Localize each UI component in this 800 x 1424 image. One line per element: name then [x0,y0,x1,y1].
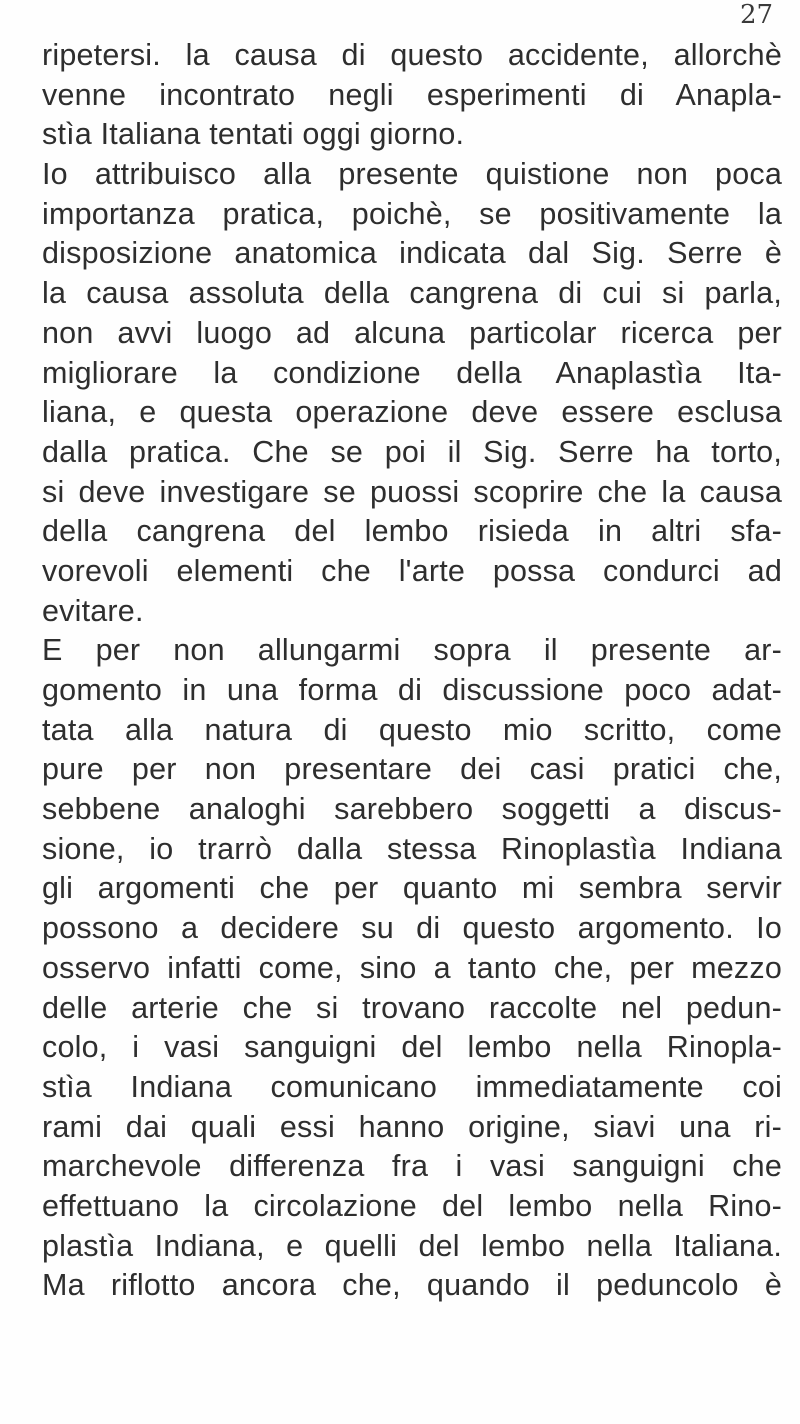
text-line: non avvi luogo ad alcuna particolar ricerca per [42,315,782,350]
text-line: stìa Indiana comunicano immediatamente coi [42,1069,782,1104]
text-line: evitare. [42,593,144,628]
text-line: venne incontrato negli esperimenti di Anapla- [42,77,782,112]
text-line: E per non allungarmi sopra il presente ar- [42,633,782,668]
text-line: osservo infatti come, sino a tanto che, per mezzo [42,950,782,985]
text-line: della cangrena del lembo risieda in altri sfa- [42,514,782,549]
text-line: la causa assoluta della cangrena di cui si parla, [42,276,782,311]
text-line: marchevole differenza fra i vasi sanguigni che [42,1149,782,1184]
text-line: colo, i vasi sanguigni del lembo nella Rinopla- [42,1030,782,1065]
text-line: migliorare la condizione della Anaplastìa Ita- [42,355,782,390]
text-line: dalla pratica. Che se poi il Sig. Serre ha torto, [42,434,782,469]
text-line: importanza pratica, poichè, se positivamente la [42,196,782,231]
text-line: delle arterie che si trovano raccolte nel pedun- [42,990,782,1025]
body-text [42,36,782,1306]
text-line: sebbene analoghi sarebbero soggetti a discus- [42,792,782,827]
text-line: si deve investigare se puossi scoprire che la causa [42,474,782,509]
text-line: gli argomenti che per quanto mi sembra servir [42,871,782,906]
page-number: 27 [740,0,774,30]
text-line: possono a decidere su di questo argomento. Io [42,911,782,946]
text-line: plastìa Indiana, e quelli del lembo nella Italiana. [42,1228,782,1263]
text-line: ripetersi. la causa di questo accidente, allorchè [42,38,782,72]
text-line: effettuano la circolazione del lembo nella Rino- [42,1188,782,1223]
text-line: sione, io trarrò dalla stessa Rinoplastìa Indiana [42,831,782,866]
text-line: Ma riflotto ancora che, quando il peduncolo è [42,1268,782,1303]
text-line: liana, e questa operazione deve essere esclusa [42,395,782,430]
text-line: Io attribuisco alla presente quistione non poca [42,157,782,192]
text-line: tata alla natura di questo mio scritto, come [42,712,782,747]
text-line: vorevoli elementi che l'arte possa condurci ad [42,553,782,588]
text-line: pure per non presentare dei casi pratici che, [42,752,782,787]
text-line: stìa Italiana tentati oggi giorno. [42,117,465,152]
text-line: rami dai quali essi hanno origine, siavi una ri- [42,1109,782,1144]
text-line: disposizione anatomica indicata dal Sig. Serre è [42,236,782,271]
text-line: gomento in una forma di discussione poco adat- [42,673,782,707]
